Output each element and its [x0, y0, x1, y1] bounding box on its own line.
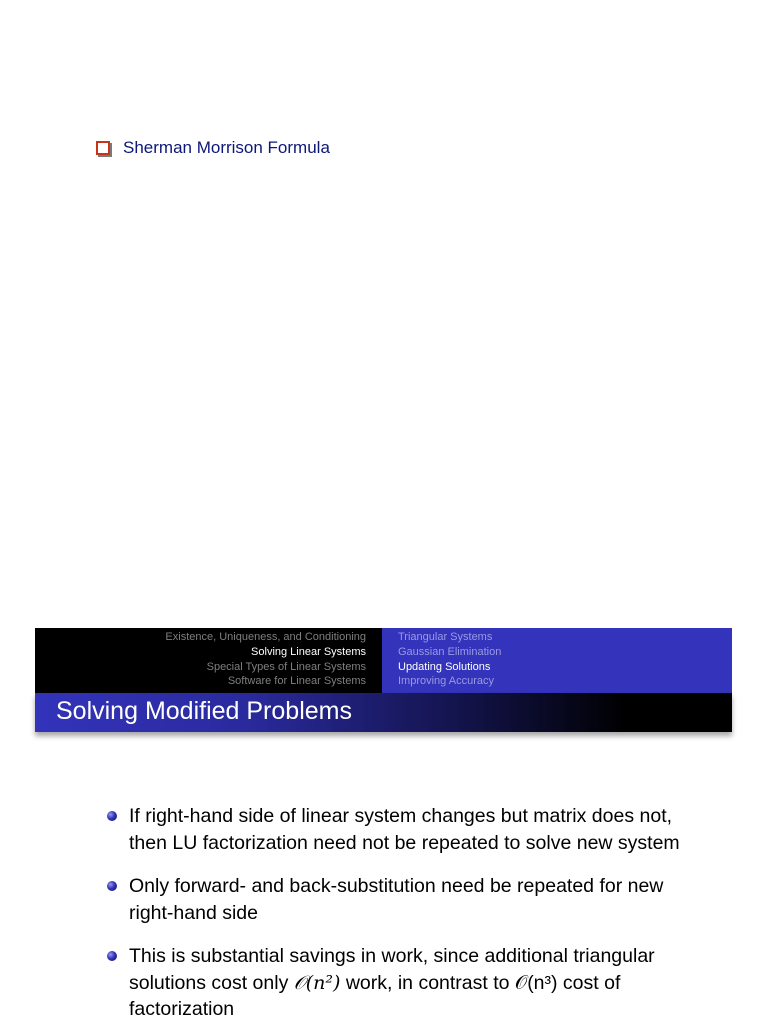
frame-title-bar — [35, 693, 732, 732]
nav-subsection-improving[interactable]: Improving Accuracy — [398, 675, 494, 688]
bullet-icon — [107, 811, 117, 821]
nav-section-special-types[interactable]: Special Types of Linear Systems — [206, 660, 366, 673]
slide-header — [35, 628, 732, 738]
frame-title: Solving Modified Problems — [56, 697, 352, 725]
outline-item-label: Sherman Morrison Formula — [123, 138, 330, 157]
nav-subsection-updating[interactable]: Updating Solutions — [398, 660, 491, 673]
list-item — [106, 873, 686, 926]
subsection-navigation — [382, 628, 732, 693]
nav-section-software[interactable]: Software for Linear Systems — [227, 675, 366, 688]
math-expression: 𝒪(n²) — [293, 971, 341, 994]
bullet-icon — [107, 881, 117, 891]
bullet-icon — [107, 951, 117, 961]
section-navigation — [35, 628, 382, 693]
checkbox-bullet-icon — [96, 141, 110, 155]
list-item — [106, 943, 686, 1023]
bullet-text: This is substantial savings in work, since additional triangular solutions cost only — [129, 945, 655, 994]
bullet-list — [106, 803, 686, 1024]
bullet-text-continued: work, in contrast to 𝒪(n³) cost of factorization — [129, 971, 621, 1020]
nav-subsection-gaussian[interactable]: Gaussian Elimination — [398, 645, 502, 658]
nav-section-solving[interactable]: Solving Linear Systems — [251, 645, 366, 658]
list-item — [106, 803, 686, 856]
nav-subsection-triangular[interactable]: Triangular Systems — [398, 631, 493, 643]
outline-item — [96, 138, 330, 158]
bullet-text: If right-hand side of linear system changes but matrix does not, then LU factorization need not be repeated to solve new system — [129, 805, 680, 854]
bullet-text: Only forward- and back-substitution need be repeated for new right-hand side — [129, 875, 664, 924]
nav-section-existence[interactable]: Existence, Uniqueness, and Conditioning — [165, 631, 366, 643]
navigation-bar — [35, 628, 732, 693]
